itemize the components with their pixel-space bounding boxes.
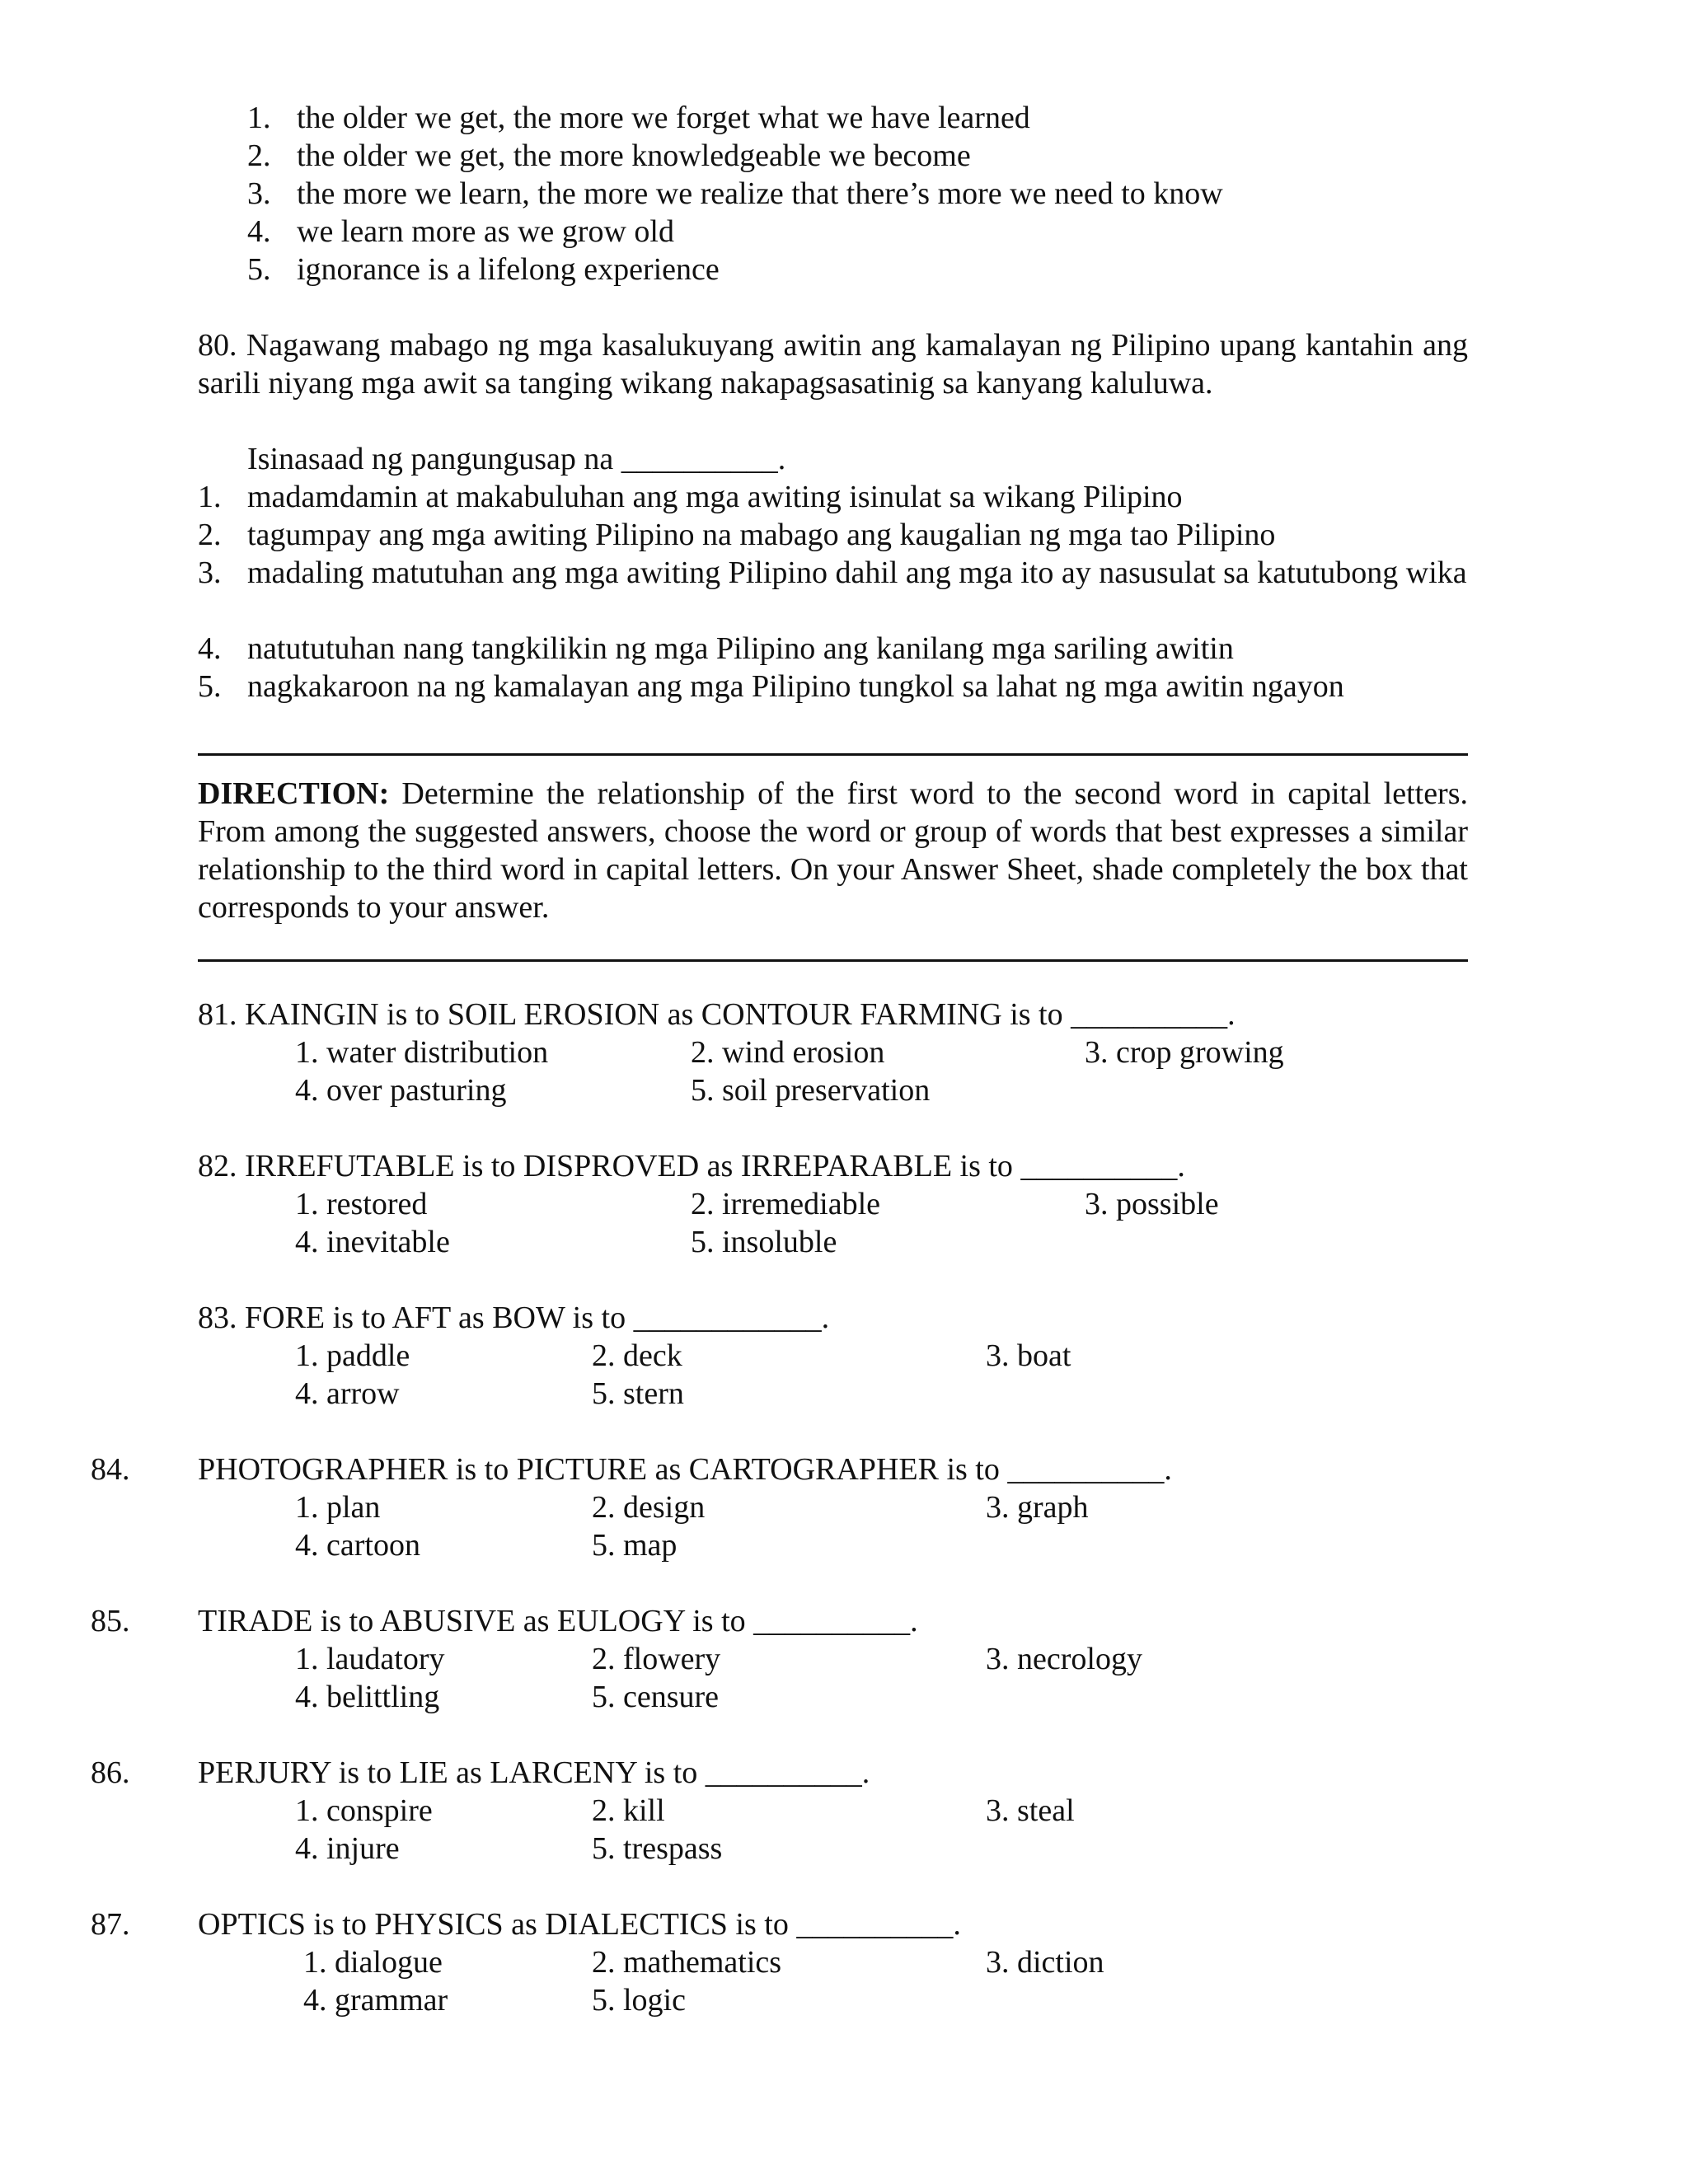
q80-stem <box>198 326 1468 402</box>
option: 2. flowery <box>592 1642 721 1676</box>
divider-top <box>198 753 1468 756</box>
option: 1. plan <box>295 1490 381 1525</box>
question-number: 84. <box>91 1452 130 1487</box>
q80-option-1: 1. madamdamin at makabuluhan ang mga awiting isinulat sa wikang Pilipino <box>198 480 1183 514</box>
option: 3. crop growing <box>1085 1035 1284 1070</box>
direction-block <box>198 775 1468 926</box>
option: 1. water distribution <box>295 1035 549 1070</box>
option: 5. stern <box>592 1376 684 1411</box>
option: 5. censure <box>592 1680 720 1714</box>
option: 5. logic <box>592 1983 686 2018</box>
option: 5. insoluble <box>691 1225 837 1259</box>
question-stem: 82. IRREFUTABLE is to DISPROVED as IRREPARABLE is to __________. <box>198 1149 1185 1183</box>
option: 3. boat <box>986 1338 1071 1373</box>
option: 4. arrow <box>295 1376 400 1411</box>
question-stem: PHOTOGRAPHER is to PICTURE as CARTOGRAPHER is to __________. <box>198 1452 1172 1487</box>
divider-bottom <box>198 959 1468 962</box>
q80-option-2: 2. tagumpay ang mga awiting Pilipino na mabago ang kaugalian ng mga tao Pilipino <box>198 518 1276 552</box>
option: 2. deck <box>592 1338 682 1373</box>
q80-option-3: 3. madaling matutuhan ang mga awiting Pilipino dahil ang mga ito ay nasusulat sa katutubong wika <box>198 555 1467 590</box>
option: 2. mathematics <box>592 1945 782 1980</box>
option: 1. conspire <box>295 1793 433 1828</box>
question-stem: 81. KAINGIN is to SOIL EROSION as CONTOUR FARMING is to __________. <box>198 997 1236 1032</box>
option: 5. map <box>592 1528 678 1563</box>
option: 2. kill <box>592 1793 665 1828</box>
option: 4. belittling <box>295 1680 440 1714</box>
direction-text: Determine the relationship of the first word to the second word in capital letters. From among the suggested answers, choose the word or group of words that best expresses a similar relationship to the third word in capital letters. On your Answer Sheet, shade completely the box that corresponds to your answer. <box>198 776 1468 925</box>
q80-prompt: Isinasaad ng pangungusap na __________. <box>247 442 786 476</box>
option: 4. inevitable <box>295 1225 450 1259</box>
option: 2. design <box>592 1490 706 1525</box>
option: 3. steal <box>986 1793 1075 1828</box>
option: 1. laudatory <box>295 1642 445 1676</box>
option: 3. graph <box>986 1490 1089 1525</box>
option: 3. possible <box>1085 1187 1219 1221</box>
question-stem: 83. FORE is to AFT as BOW is to ____________. <box>198 1301 830 1335</box>
direction-label: DIRECTION: <box>198 776 390 811</box>
question-number: 86. <box>91 1755 130 1790</box>
question-number: 87. <box>91 1907 130 1942</box>
q80-option-4: 4. natututuhan nang tangkilikin ng mga Pilipino ang kanilang mga sariling awitin <box>198 631 1234 666</box>
question-stem: PERJURY is to LIE as LARCENY is to __________. <box>198 1755 870 1790</box>
option: 3. necrology <box>986 1642 1142 1676</box>
q80-stem-text: Nagawang mabago ng mga kasalukuyang awitin ang kamalayan ng Pilipino upang kantahin ang sarili niyang mga awit sa tanging wikang nakapagsasatinig sa kanyang kaluluwa. <box>198 328 1469 401</box>
question-stem: TIRADE is to ABUSIVE as EULOGY is to __________. <box>198 1604 918 1638</box>
option: 4. injure <box>295 1831 400 1866</box>
q80-option-5: 5. nagkakaroon na ng kamalayan ang mga Pilipino tungkol sa lahat ng mga awitin ngayon <box>198 669 1344 704</box>
question-stem: OPTICS is to PHYSICS as DIALECTICS is to __________. <box>198 1907 961 1942</box>
option: 1. paddle <box>295 1338 410 1373</box>
option: 2. irremediable <box>691 1187 881 1221</box>
option: 3. diction <box>986 1945 1104 1980</box>
option: 1. dialogue <box>303 1945 443 1980</box>
option: 2. wind erosion <box>691 1035 885 1070</box>
option: 1. restored <box>295 1187 428 1221</box>
q80-number: 80. <box>198 328 237 363</box>
option: 4. grammar <box>303 1983 448 2018</box>
question-number: 85. <box>91 1604 130 1638</box>
option: 4. over pasturing <box>295 1073 507 1108</box>
option: 5. soil preservation <box>691 1073 931 1108</box>
option: 5. trespass <box>592 1831 723 1866</box>
option: 4. cartoon <box>295 1528 420 1563</box>
